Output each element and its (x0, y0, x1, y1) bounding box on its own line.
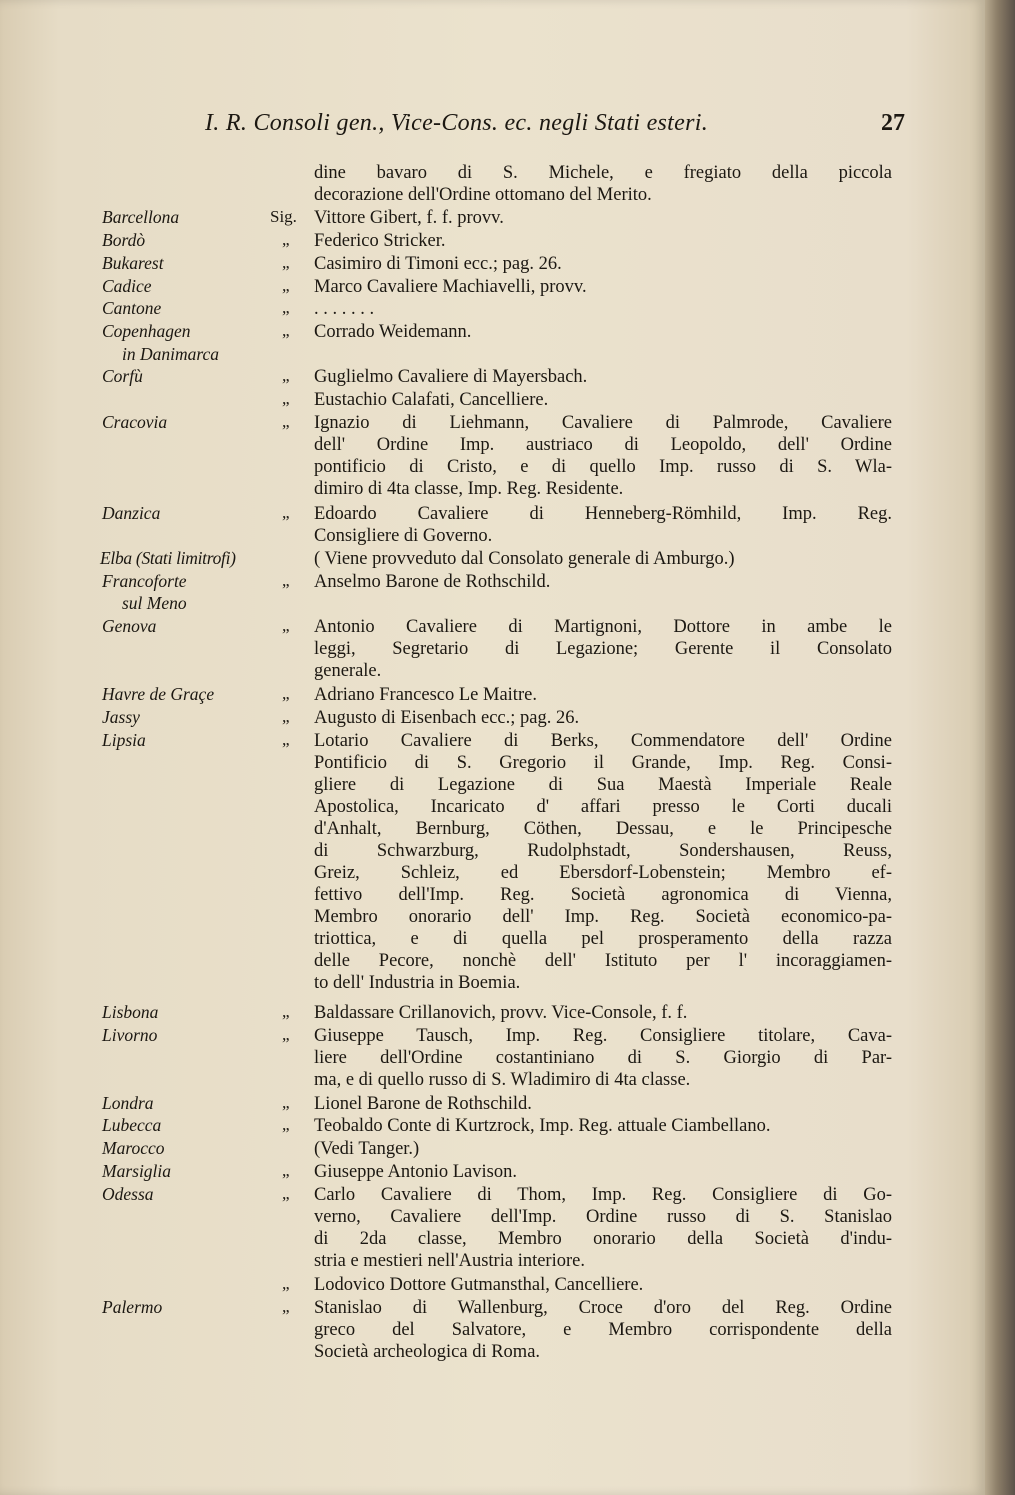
text-line: Augusto di Eisenbach ecc.; pag. 26. (314, 707, 580, 728)
place-name: Lipsia (102, 729, 146, 750)
entry-text (314, 1161, 892, 1183)
entry-text (314, 298, 892, 320)
text-line: Lionel Barone de Rothschild. (314, 1093, 532, 1114)
text-line: liere dell'Ordine costantiniano di S. Giorgio di Par- (314, 1047, 892, 1068)
place-name: Marocco (102, 1138, 165, 1159)
text-line: Lotario Cavaliere di Berks, Commendatore dell' Ordine (314, 730, 892, 751)
place-name-continuation: sul Meno (122, 593, 187, 614)
ditto-mark: „ (282, 1183, 290, 1203)
text-line: gliere di Legazione di Sua Maestà Imperiale Reale (314, 774, 892, 795)
place-name: Lisbona (102, 1001, 159, 1022)
text-line: Vittore Gibert, f. f. provv. (314, 208, 504, 229)
place-name: Lubecca (102, 1115, 162, 1136)
ditto-mark: „ (282, 275, 290, 295)
place-name: Londra (102, 1092, 154, 1113)
place-name: Marsiglia (102, 1160, 172, 1181)
place-name: Cantone (102, 298, 162, 319)
place-name: Odessa (102, 1183, 154, 1204)
entry-text (314, 1115, 892, 1137)
entry-text (314, 1274, 892, 1296)
text-line: Società archeologica di Roma. (314, 1342, 541, 1362)
place-name: Corfù (102, 366, 143, 387)
ditto-mark: „ (282, 1274, 290, 1294)
ditto-mark: „ (282, 320, 290, 340)
text-line: Greiz, Schleiz, ed Ebersdorf-Lobenstein; Membro ef- (314, 862, 892, 883)
entry-text (314, 571, 892, 593)
text-line: decorazione dell'Ordine ottomano del Merito. (314, 185, 652, 205)
place-name: Havre de Graçe (102, 684, 215, 705)
text-line: verno, Cavaliere dell'Imp. Ordine russo di S. Stanislao (314, 1206, 892, 1227)
place-name: Copenhagen (102, 320, 191, 341)
page-edge (985, 0, 1015, 1495)
text-line: Stanislao di Wallenburg, Croce d'oro del Reg. Ordine (314, 1298, 892, 1318)
entry-text (314, 276, 892, 298)
text-line: Consigliere di Governo. (314, 525, 493, 546)
running-head-title: I. R. Consoli gen., Vice-Cons. ec. negli Stati esteri. (205, 110, 708, 136)
entry-text (314, 503, 892, 547)
place-name: Cadice (102, 275, 152, 296)
text-line: . . . . . . . (314, 299, 375, 320)
entry-text (314, 1184, 892, 1272)
place-name: Francoforte (102, 570, 187, 591)
text-line: Giuseppe Tausch, Imp. Reg. Consigliere titolare, Cava- (314, 1025, 892, 1046)
entry-text (314, 389, 892, 411)
ditto-mark: „ (282, 729, 290, 749)
entry-text (314, 684, 892, 706)
continuation-text (314, 162, 892, 206)
text-line: Carlo Cavaliere di Thom, Imp. Reg. Consigliere di Go- (314, 1184, 892, 1205)
entry-text (314, 253, 892, 275)
place-name: Barcellona (102, 207, 180, 228)
entry-text (314, 730, 892, 994)
text-line: generale. (314, 661, 382, 681)
text-line: Antonio Cavaliere di Martignoni, Dottore in ambe le (314, 617, 892, 637)
ditto-mark: „ (282, 1115, 290, 1135)
ditto-mark: „ (282, 1092, 290, 1112)
text-line: Guglielmo Cavaliere di Mayersbach. (314, 367, 588, 388)
text-line: Edoardo Cavaliere di Henneberg-Römhild, Imp. Reg. (314, 503, 892, 524)
place-name: Livorno (102, 1024, 158, 1045)
text-line: Marco Cavaliere Machiavelli, provv. (314, 276, 587, 297)
text-line: Corrado Weidemann. (314, 321, 472, 342)
place-name: Elba (Stati limitrofi) (100, 547, 236, 568)
text-line: dine bavaro di S. Michele, e fregiato della piccola (314, 163, 892, 183)
text-line: Membro onorario dell' Imp. Reg. Società economico-pa- (314, 906, 892, 927)
ditto-mark: „ (282, 298, 290, 318)
entry-text (314, 548, 892, 570)
text-line: Ignazio di Liehmann, Cavaliere di Palmrode, Cavaliere (314, 412, 892, 433)
place-name: Danzica (102, 502, 161, 523)
ditto-mark: „ (282, 1297, 290, 1316)
place-name: Genova (102, 616, 157, 636)
place-name-continuation: in Danimarca (122, 343, 220, 364)
ditto-mark: „ (282, 252, 290, 272)
text-line: greco del Salvatore, e Membro corrispondente della (314, 1320, 892, 1340)
text-line: ( Viene provveduto dal Consolato generale di Amburgo.) (314, 548, 735, 569)
place-name: Cracovia (102, 411, 168, 432)
text-line: stria e mestieri nell'Austria interiore. (314, 1250, 585, 1271)
text-line: to dell' Industria in Boemia. (314, 972, 521, 993)
entry-text (314, 230, 892, 252)
entry-text (314, 207, 892, 229)
text-line: Giuseppe Antonio Lavison. (314, 1161, 517, 1182)
text-line: Lodovico Dottore Gutmansthal, Cancelliere. (314, 1275, 644, 1296)
entry-text (314, 366, 892, 388)
text-line: dimiro di 4ta classe, Imp. Reg. Residente. (314, 478, 624, 499)
text-line: Pontificio di S. Gregorio il Grande, Imp. Reg. Consi- (314, 752, 892, 773)
place-name: Bordò (102, 230, 146, 251)
entry-text (314, 1297, 892, 1363)
text-line: d'Anhalt, Bernburg, Cöthen, Dessau, e le Principesche (314, 818, 892, 839)
text-line: Apostolica, Incaricato d' affari presso le Corti ducali (314, 796, 892, 817)
text-line: pontificio di Cristo, e di quello Imp. russo di S. Wla- (314, 456, 892, 477)
place-name: Jassy (102, 706, 140, 727)
ditto-mark: „ (282, 706, 290, 726)
ditto-mark: „ (282, 616, 290, 635)
ditto-mark: „ (282, 570, 290, 590)
entry-text (314, 1138, 892, 1160)
text-line: Adriano Francesco Le Maitre. (314, 685, 537, 706)
ditto-mark: „ (282, 1160, 290, 1180)
text-line: Anselmo Barone de Rothschild. (314, 571, 551, 592)
entry-text (314, 321, 892, 343)
text-line: leggi, Segretario di Legazione; Gerente il Consolato (314, 639, 892, 659)
ditto-mark: Sig. (270, 207, 297, 227)
text-line: triottica, e di quella pel prosperamento della razza (314, 928, 892, 949)
text-line: Baldassare Crillanovich, provv. Vice-Console, f. f. (314, 1002, 688, 1023)
ditto-mark: „ (282, 684, 290, 704)
entry-text (314, 1025, 892, 1091)
ditto-mark: „ (282, 366, 290, 386)
text-line: fettivo dell'Imp. Reg. Società agronomica di Vienna, (314, 884, 892, 905)
running-head (205, 110, 905, 144)
entry-text (314, 616, 892, 682)
entry-text (314, 707, 892, 729)
ditto-mark: „ (282, 1024, 290, 1044)
text-line: Federico Stricker. (314, 231, 446, 252)
text-line: Casimiro di Timoni ecc.; pag. 26. (314, 253, 562, 274)
text-line: di Schwarzburg, Rudolphstadt, Sondershausen, Reuss, (314, 840, 892, 861)
text-line: Teobaldo Conte di Kurtzrock, Imp. Reg. attuale Ciambellano. (314, 1116, 771, 1137)
entry-text (314, 1002, 892, 1024)
text-line: di 2da classe, Membro onorario della Società d'indu- (314, 1228, 892, 1249)
ditto-mark: „ (282, 502, 290, 522)
ditto-mark: „ (282, 411, 290, 431)
entry-text (314, 1093, 892, 1115)
place-name: Palermo (102, 1297, 163, 1317)
ditto-mark: „ (282, 230, 290, 250)
place-name: Bukarest (102, 252, 164, 273)
ditto-mark: „ (282, 1001, 290, 1021)
ditto-mark: „ (282, 389, 290, 408)
text-line: delle Pecore, nonchè dell' Istituto per l' incoraggiamen- (314, 950, 892, 971)
page-number: 27 (881, 110, 905, 136)
entry-text (314, 412, 892, 500)
text-line: dell' Ordine Imp. austriaco di Leopoldo, dell' Ordine (314, 434, 892, 455)
text-line: Eustachio Calafati, Cancelliere. (314, 390, 549, 410)
text-line: (Vedi Tanger.) (314, 1139, 420, 1160)
text-line: ma, e di quello russo di S. Wladimiro di 4ta classe. (314, 1069, 691, 1090)
